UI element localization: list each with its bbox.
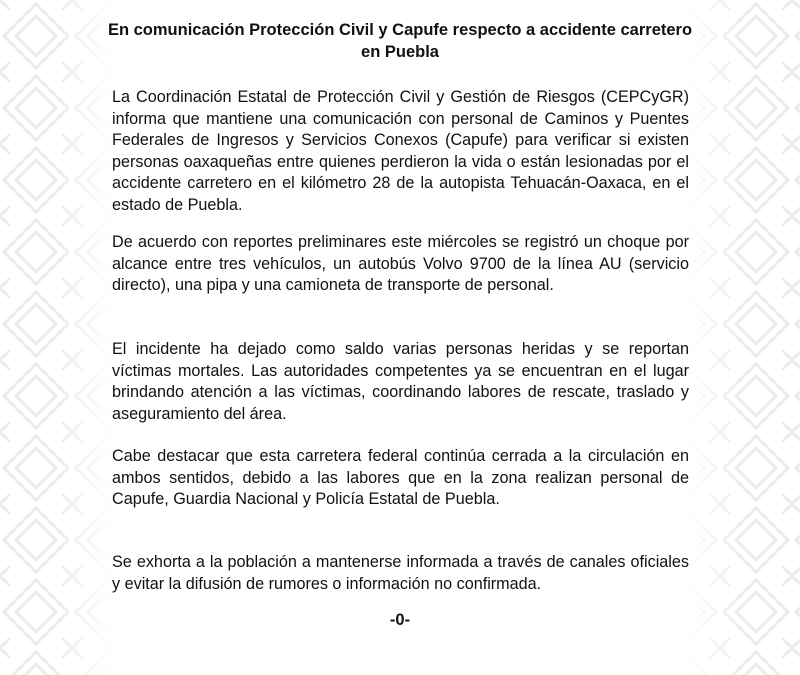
paragraph-2: De acuerdo con reportes preliminares este miércoles se registró un choque por alcance entre tres vehículos, un autobús Volvo 9700 de la línea AU (servicio directo), una pipa y una camioneta de transporte de personal. [112, 233, 689, 295]
document-title: En comunicación Protección Civil y Capufe respecto a accidente carretero en Puebla [107, 21, 693, 61]
paragraph-1: La Coordinación Estatal de Protección Civil y Gestión de Riesgos (CEPCyGR) informa que mantiene una comunicación con personal de Caminos y Puentes Federales de Ingresos y Servicios Conexos (Capufe) para verificar si existen personas oaxaqueñas entre quienes perdieron la vida o están lesionadas por el accidente carretero en el kilómetro 28 de la autopista Tehuacán-Oaxaca, en el estado de Puebla. [112, 88, 689, 214]
paragraph-3: El incidente ha dejado como saldo varias personas heridas y se reportan víctimas mortales. Las autoridades competentes ya se encuentran en el lugar brindando atención a las víctimas, coordinando labores de rescate, traslado y aseguramiento del área. [112, 340, 689, 423]
paragraph-4: Cabe destacar que esta carretera federal continúa cerrada a la circulación en ambos sentidos, debido a las labores que en la zona realizan personal de Capufe, Guardia Nacional y Policía Estatal de Puebla. [112, 447, 689, 509]
paragraph-5: Se exhorta a la población a mantenerse informada a través de canales oficiales y evitar la difusión de rumores o información no confirmada. [112, 553, 689, 593]
closing-mark: -0- [389, 611, 411, 629]
